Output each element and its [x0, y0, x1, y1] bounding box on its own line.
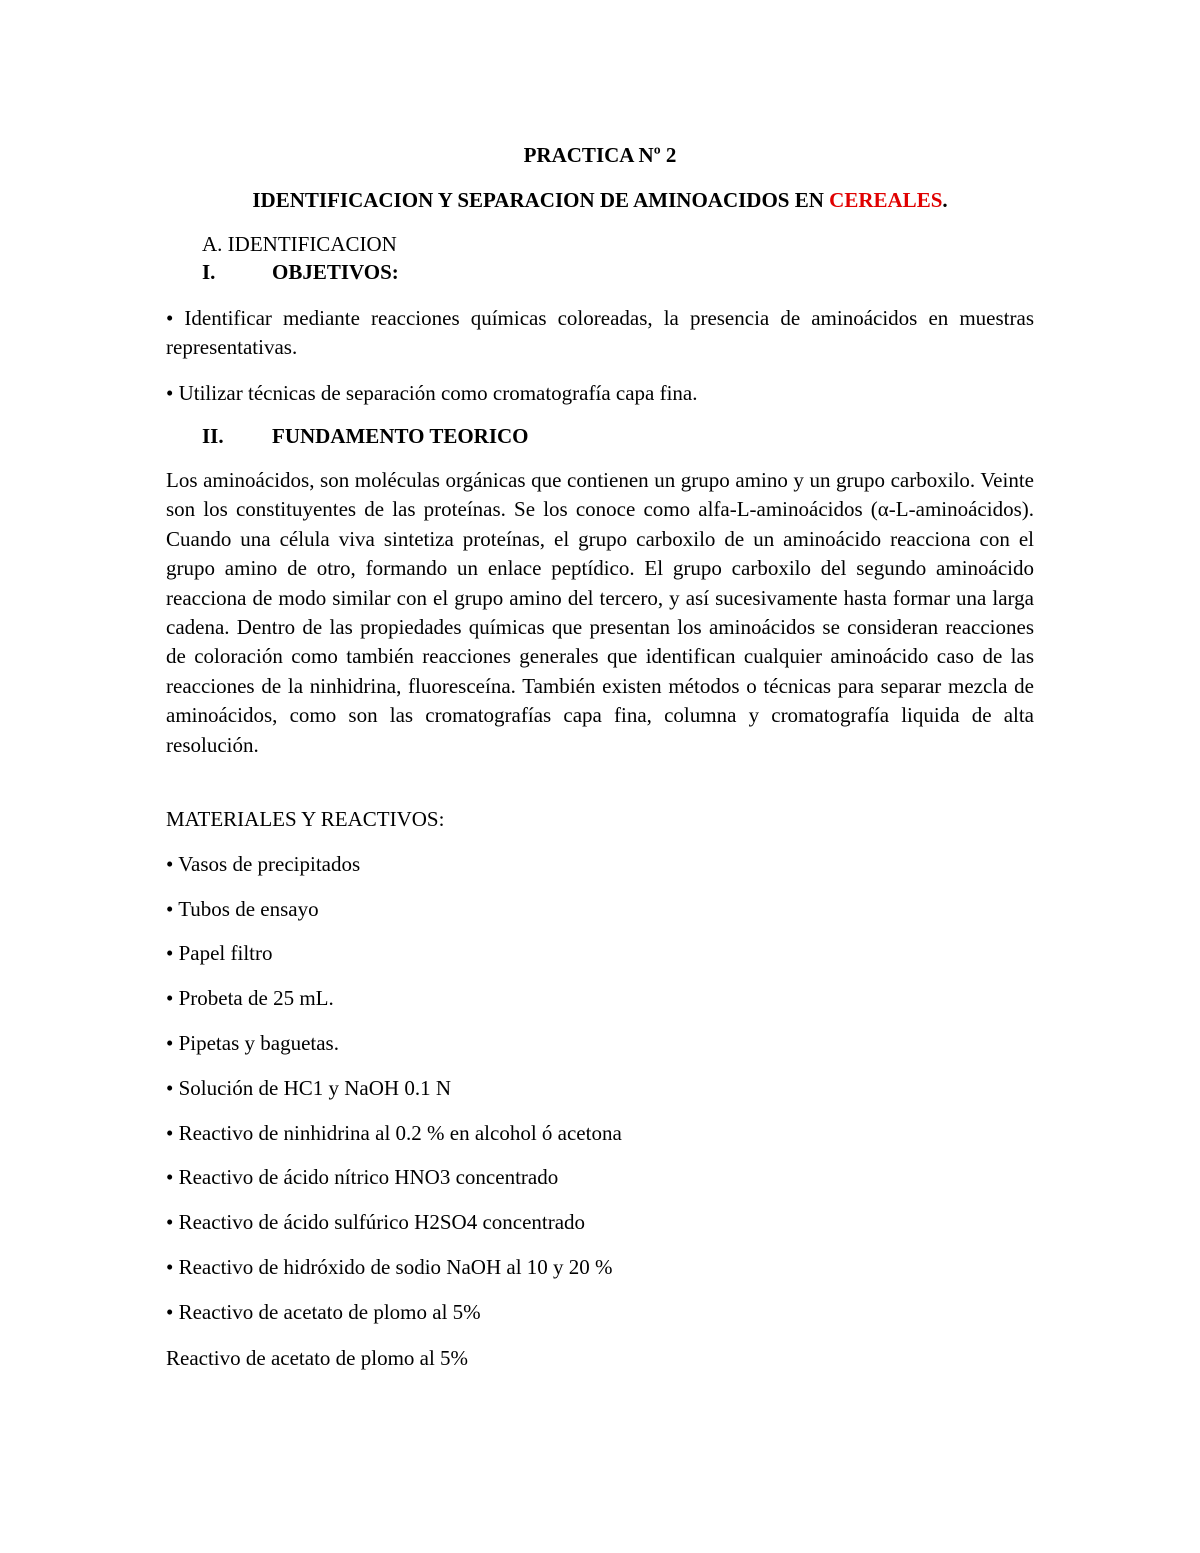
materiales-item: • Pipetas y baguetas.: [166, 1031, 339, 1055]
materiales-item: • Reactivo de hidróxido de sodio NaOH al 10 y 20 %: [166, 1255, 613, 1279]
subtitle-highlight: CEREALES: [829, 188, 943, 212]
document-subtitle: [0, 190, 1200, 211]
section-a-heading: A. IDENTIFICACION: [202, 232, 397, 256]
materiales-item: • Reactivo de ninhidrina al 0.2 % en alcohol ó acetona: [166, 1121, 622, 1145]
materiales-item: • Tubos de ensayo: [166, 897, 319, 921]
materiales-item: • Reactivo de acetato de plomo al 5%: [166, 1300, 481, 1324]
materiales-item: • Reactivo de ácido nítrico HNO3 concentrado: [166, 1165, 559, 1189]
subtitle-suffix: .: [942, 188, 948, 212]
materiales-item: • Reactivo de ácido sulfúrico H2SO4 concentrado: [166, 1210, 586, 1234]
trailing-text: Reactivo de acetato de plomo al 5%: [166, 1346, 469, 1370]
fundamento-heading: FUNDAMENTO TEORICO: [272, 424, 529, 448]
materiales-item: • Papel filtro: [166, 941, 273, 965]
objetivos-heading: OBJETIVOS:: [272, 260, 399, 284]
fundamento-numeral: II.: [202, 424, 224, 448]
materiales-heading: MATERIALES Y REACTIVOS:: [166, 807, 445, 831]
document-title: PRACTICA Nº 2: [523, 143, 677, 167]
objetivos-numeral: I.: [202, 260, 216, 284]
materiales-item: • Solución de HC1 y NaOH 0.1 N: [166, 1076, 451, 1100]
materiales-item: • Vasos de precipitados: [166, 852, 361, 876]
objetivo-item: • Utilizar técnicas de separación como cromatografía capa fina.: [166, 381, 698, 405]
objetivo-item: • Identificar mediante reacciones químicas coloreadas, la presencia de aminoácidos en muestras representativas.: [166, 306, 1034, 360]
subtitle-text: IDENTIFICACION Y SEPARACION DE AMINOACIDOS EN: [252, 188, 830, 212]
fundamento-paragraph: Los aminoácidos, son moléculas orgánicas que contienen un grupo amino y un grupo carboxilo. Veinte son los constituyentes de las proteínas. Se los conoce como alfa-L-aminoácidos (α-L-aminoácidos). Cuando una célula viva sintetiza proteínas, el grupo carboxilo de un aminoácido reacciona con el grupo amino de otro, formando un enlace peptídico. El grupo carboxilo del segundo aminoácido reacciona de modo similar con el grupo amino del tercero, y así sucesivamente hasta formar una larga cadena. Dentro de las propiedades químicas que presentan los aminoácidos se consideran reacciones de coloración como también reacciones generales que identifican cualquier aminoácido caso de las reacciones de la ninhidrina, fluoresceína. También existen métodos o técnicas para separar mezcla de aminoácidos, como son las cromatografías capa fina, columna y cromatografía liquida de alta resolución.: [166, 468, 1034, 757]
materiales-item: • Probeta de 25 mL.: [166, 986, 334, 1010]
